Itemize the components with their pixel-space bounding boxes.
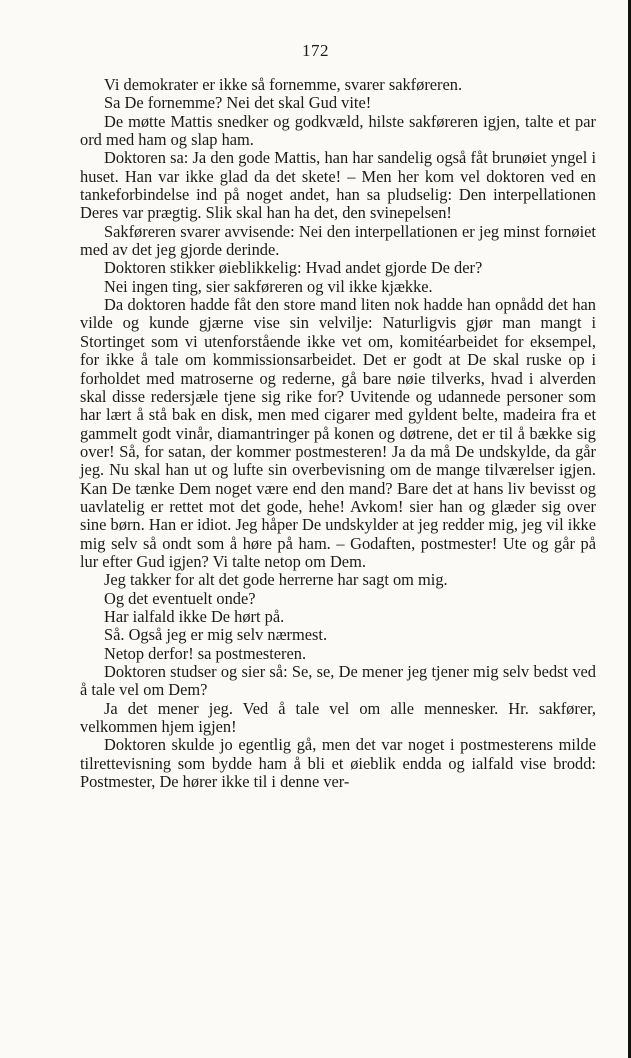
paragraph: Og det eventuelt onde? — [104, 588, 256, 608]
paragraph: Sakføreren svarer avvisende: Nei den interpellationen er jeg minst fornøiet med av det jeg gjorde derinde. — [80, 221, 596, 260]
paragraph: Vi demokrater er ikke så fornemme, svarer sakføreren. — [104, 75, 463, 94]
paragraph: Så. Også jeg er mig selv nærmest. — [104, 625, 328, 645]
paragraph: De møtte Mattis snedker og godkvæld, hilste sakføreren igjen, talte et par ord med ham og slap ham. — [80, 111, 596, 150]
paragraph: Ja det mener jeg. Ved å tale vel om alle mennesker. Hr. sakfører, velkommen hjem igjen! — [80, 698, 596, 737]
paragraph: Doktoren studser og sier så: Se, se, De mener jeg tjener mig selv bedst ved å tale vel om Dem? — [80, 662, 596, 700]
paragraph: Da doktoren hadde fåt den store mand liten nok hadde han opnådd det han vilde og kunde gjærne vise sin velvilje: Naturligvis gjør man mangt i Stortinget som vi utenforstående ikke vet om, komitéarbeidet for eksempel, for ikke å tale om kommissionsarbeidet. Det er godt at De skal ruske op i forholdet med matroserne og rederne, gå bare nøie tilverks, hvad i alverden skal disse redersjæle tjene sig rike for? Uvitende og udannede personer som har lært å stå bak en disk, men med cigarer med gyldent belte, madeira fra et gammelt godt vinår, diamantringer på konen og døtrene, det er til å bække sig over! Så, for satan, der kommer postmesteren! Ja da må De undskylde, da går jeg. Nu skal han ut og lufte sin overbevisning om de mange tilværelser igjen. Kan De tænke Dem noget være end den mand? Bare det at hans liv bevisst og uavlatelig er rettet mot det gode, hehe! Avkom! sier han og glæder sig over sine børn. Han er idiot. Jeg håper De undskylder at jeg redder mig, jeg vil ikke mig selv så ondt som å høre på ham. – Godaften, postmester! Ute og går på lur efter Gud igjen? Vi talte netop om Dem. — [80, 295, 596, 571]
paragraph: Nei ingen ting, sier sakføreren og vil ikke kjække. — [104, 276, 433, 296]
paragraph: Jeg takker for alt det gode herrerne har sagt om mig. — [104, 570, 448, 590]
paragraph: Doktoren stikker øieblikkelig: Hvad andet gjorde De der? — [104, 258, 483, 278]
paragraph: Netop derfor! sa postmesteren. — [104, 643, 307, 663]
paragraph: Har ialfald ikke De hørt på. — [104, 606, 285, 626]
body-text — [80, 76, 596, 791]
paragraph: Sa De fornemme? Nei det skal Gud vite! — [104, 93, 372, 113]
paragraph: Doktoren sa: Ja den gode Mattis, han har sandelig også fåt brunøiet yngel i huset. Han var ikke glad da det skete! – Men her kom vel doktoren ved en tankeforbindelse ind på noget andet, han sa pludselig: Den interpellationen Deres var prægtig. Slik skal han ha det, den svinepelsen! — [80, 148, 596, 223]
page-number: 172 — [302, 41, 329, 60]
paragraph: Doktoren skulde jo egentlig gå, men det var noget i postmesterens milde tilrettevisning som bydde ham å bli et øieblik endda og ialfald vise brodd: Postmester, De hører ikke til i denne ver- — [80, 735, 596, 792]
